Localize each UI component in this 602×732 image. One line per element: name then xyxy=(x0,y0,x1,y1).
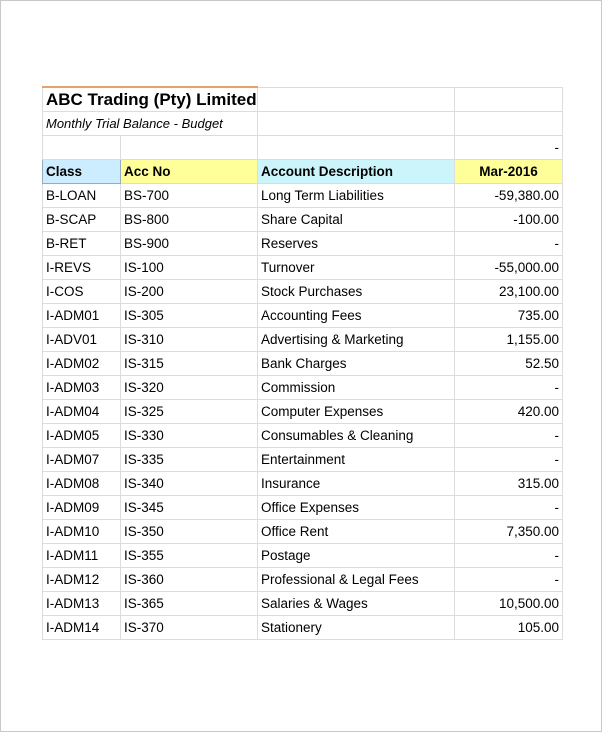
description-cell: Accounting Fees xyxy=(258,304,455,328)
empty-cell xyxy=(258,112,455,136)
acc-no-cell: IS-100 xyxy=(121,256,258,280)
class-cell: I-ADM01 xyxy=(43,304,121,328)
class-cell: I-ADM10 xyxy=(43,520,121,544)
table-row xyxy=(43,424,563,448)
acc-no-cell: IS-365 xyxy=(121,592,258,616)
acc-no-cell: IS-305 xyxy=(121,304,258,328)
amount-cell: -59,380.00 xyxy=(455,184,563,208)
amount-cell: -55,000.00 xyxy=(455,256,563,280)
acc-no-cell: IS-370 xyxy=(121,616,258,640)
description-cell: Insurance xyxy=(258,472,455,496)
amount-cell: - xyxy=(455,424,563,448)
class-cell: B-SCAP xyxy=(43,208,121,232)
opening-value: - xyxy=(455,136,563,160)
description-cell: Postage xyxy=(258,544,455,568)
header-period: Mar-2016 xyxy=(455,160,563,184)
acc-no-cell: IS-350 xyxy=(121,520,258,544)
description-cell: Bank Charges xyxy=(258,352,455,376)
table-row xyxy=(43,448,563,472)
spreadsheet xyxy=(42,86,562,640)
table-row xyxy=(43,328,563,352)
amount-cell: - xyxy=(455,448,563,472)
description-cell: Commission xyxy=(258,376,455,400)
acc-no-cell: BS-900 xyxy=(121,232,258,256)
empty-cell xyxy=(43,136,121,160)
header-class: Class xyxy=(43,160,121,184)
table-row xyxy=(43,208,563,232)
amount-cell: 52.50 xyxy=(455,352,563,376)
class-cell: I-ADV01 xyxy=(43,328,121,352)
table-row xyxy=(43,352,563,376)
table-row xyxy=(43,184,563,208)
header-acc-no: Acc No xyxy=(121,160,258,184)
amount-cell: - xyxy=(455,568,563,592)
class-cell: I-ADM02 xyxy=(43,352,121,376)
class-cell: B-RET xyxy=(43,232,121,256)
table-row xyxy=(43,544,563,568)
table-row xyxy=(43,376,563,400)
acc-no-cell: IS-310 xyxy=(121,328,258,352)
class-cell: I-COS xyxy=(43,280,121,304)
description-cell: Entertainment xyxy=(258,448,455,472)
class-cell: I-ADM12 xyxy=(43,568,121,592)
amount-cell: - xyxy=(455,376,563,400)
opening-row xyxy=(43,136,563,160)
subtitle-cell xyxy=(43,112,258,136)
class-cell: B-LOAN xyxy=(43,184,121,208)
table-row xyxy=(43,400,563,424)
table-row xyxy=(43,568,563,592)
class-cell: I-ADM08 xyxy=(43,472,121,496)
empty-cell xyxy=(121,136,258,160)
acc-no-cell: IS-320 xyxy=(121,376,258,400)
description-cell: Long Term Liabilities xyxy=(258,184,455,208)
amount-cell: 7,350.00 xyxy=(455,520,563,544)
table-row xyxy=(43,256,563,280)
company-title: ABC Trading (Pty) Limited xyxy=(46,89,257,109)
header-row xyxy=(43,160,563,184)
amount-cell: 315.00 xyxy=(455,472,563,496)
header-description: Account Description xyxy=(258,160,455,184)
table-row xyxy=(43,304,563,328)
empty-cell xyxy=(258,136,455,160)
class-cell: I-ADM14 xyxy=(43,616,121,640)
class-cell: I-ADM11 xyxy=(43,544,121,568)
acc-no-cell: BS-700 xyxy=(121,184,258,208)
table-row xyxy=(43,496,563,520)
class-cell: I-ADM09 xyxy=(43,496,121,520)
amount-cell: 10,500.00 xyxy=(455,592,563,616)
acc-no-cell: IS-355 xyxy=(121,544,258,568)
description-cell: Share Capital xyxy=(258,208,455,232)
acc-no-cell: BS-800 xyxy=(121,208,258,232)
table-row xyxy=(43,472,563,496)
description-cell: Office Rent xyxy=(258,520,455,544)
empty-cell xyxy=(455,87,563,112)
empty-cell xyxy=(455,112,563,136)
title-row xyxy=(43,87,563,112)
class-cell: I-ADM13 xyxy=(43,592,121,616)
description-cell: Reserves xyxy=(258,232,455,256)
acc-no-cell: IS-315 xyxy=(121,352,258,376)
amount-cell: 420.00 xyxy=(455,400,563,424)
amount-cell: 735.00 xyxy=(455,304,563,328)
subtitle-row xyxy=(43,112,563,136)
company-title-cell xyxy=(43,87,258,112)
table-row xyxy=(43,592,563,616)
acc-no-cell: IS-325 xyxy=(121,400,258,424)
amount-cell: - xyxy=(455,496,563,520)
report-subtitle: Monthly Trial Balance - Budget xyxy=(46,116,223,131)
description-cell: Salaries & Wages xyxy=(258,592,455,616)
acc-no-cell: IS-360 xyxy=(121,568,258,592)
description-cell: Computer Expenses xyxy=(258,400,455,424)
description-cell: Turnover xyxy=(258,256,455,280)
description-cell: Advertising & Marketing xyxy=(258,328,455,352)
acc-no-cell: IS-200 xyxy=(121,280,258,304)
acc-no-cell: IS-335 xyxy=(121,448,258,472)
description-cell: Stock Purchases xyxy=(258,280,455,304)
description-cell: Consumables & Cleaning xyxy=(258,424,455,448)
acc-no-cell: IS-345 xyxy=(121,496,258,520)
amount-cell: -100.00 xyxy=(455,208,563,232)
amount-cell: - xyxy=(455,232,563,256)
table-row xyxy=(43,616,563,640)
trial-balance-table xyxy=(42,86,563,640)
table-row xyxy=(43,232,563,256)
table-row xyxy=(43,520,563,544)
class-cell: I-ADM03 xyxy=(43,376,121,400)
description-cell: Office Expenses xyxy=(258,496,455,520)
class-cell: I-ADM07 xyxy=(43,448,121,472)
description-cell: Professional & Legal Fees xyxy=(258,568,455,592)
empty-cell xyxy=(258,87,455,112)
amount-cell: 1,155.00 xyxy=(455,328,563,352)
acc-no-cell: IS-330 xyxy=(121,424,258,448)
amount-cell: 23,100.00 xyxy=(455,280,563,304)
table-row xyxy=(43,280,563,304)
amount-cell: 105.00 xyxy=(455,616,563,640)
class-cell: I-ADM05 xyxy=(43,424,121,448)
class-cell: I-REVS xyxy=(43,256,121,280)
acc-no-cell: IS-340 xyxy=(121,472,258,496)
amount-cell: - xyxy=(455,544,563,568)
description-cell: Stationery xyxy=(258,616,455,640)
class-cell: I-ADM04 xyxy=(43,400,121,424)
